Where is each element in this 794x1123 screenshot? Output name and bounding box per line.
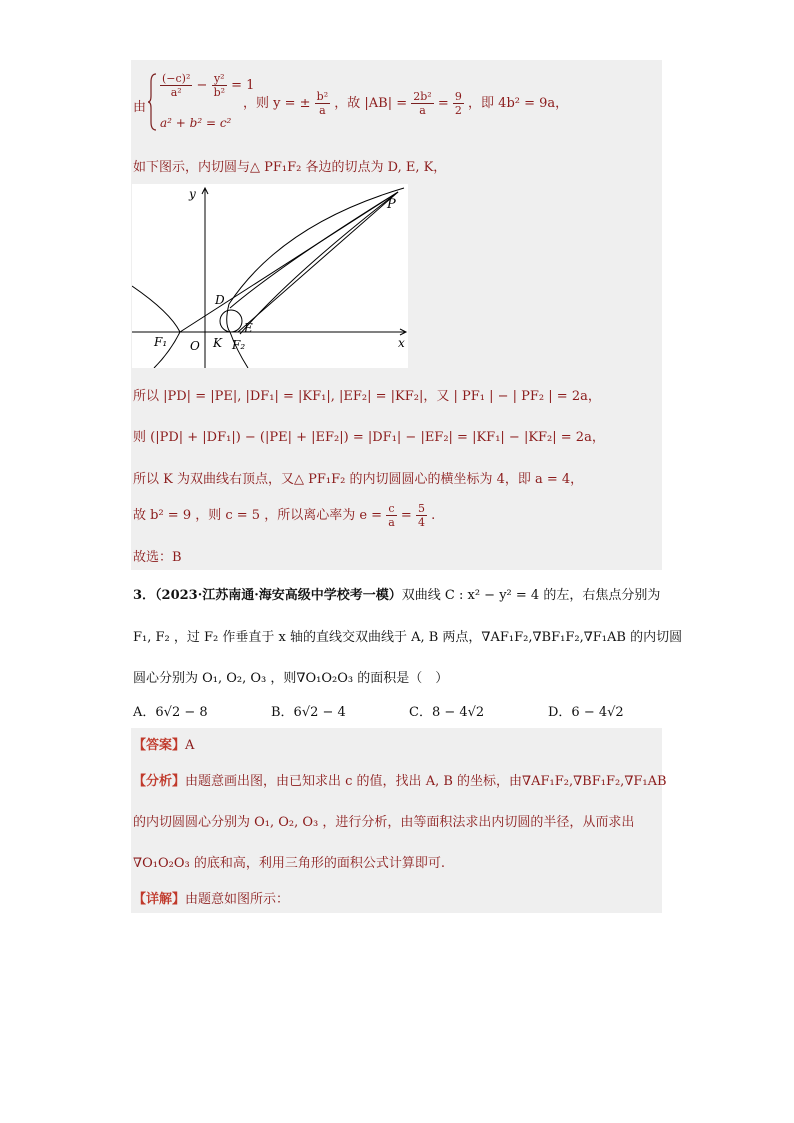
choice-d: D．6 − 4√2	[548, 705, 624, 720]
vertex-line: 所以 K 为双曲线右顶点，又△ PF₁F₂ 的内切圆圆心的横坐标为 4，即 a = 4，	[133, 472, 584, 487]
eq1-numerator: (−c)²	[162, 72, 191, 85]
detail-tag: 【详解】	[133, 892, 186, 907]
q3-line-2: F₁, F₂ ，过 F₂ 作垂直于 x 轴的直线交双曲线于 A, B 两点，∇AF₁F₂,∇BF₁F₂,∇F₁AB 的内切圆	[133, 630, 683, 645]
ecc-frac2-den: 4	[417, 516, 425, 529]
eq2: a² + b² = c²	[160, 116, 232, 130]
label-F1: F₁	[154, 335, 168, 349]
tail-4: ，即 4b² = 9a，	[468, 96, 569, 111]
frac2-num: 2b²	[413, 90, 432, 103]
tangent-length-line: 所以 |PD| = |PE|, |DF₁| = |KF₁|, |EF₂| = |KF₂|，又 | PF₁ | − | PF₂ | = 2a，	[133, 389, 601, 404]
label-K: K	[213, 336, 222, 350]
choice-b: B．6√2 − 4	[271, 705, 346, 720]
frac3-den: 2	[454, 104, 462, 117]
analysis-line-1	[133, 770, 667, 789]
q3-line-3: 圆心分别为 O₁, O₂, O₃ ，则∇O₁O₂O₃ 的面积是（ ）	[133, 671, 449, 686]
ecc-frac2-num: 5	[417, 502, 425, 515]
q3-number: 3．	[133, 588, 156, 603]
answer-tag: 【答案】	[133, 738, 186, 753]
tail-3: =	[437, 96, 449, 111]
eq-tail	[243, 90, 568, 117]
hyperbola-figure	[132, 184, 408, 368]
choice-c: C．8 − 4√2	[409, 705, 485, 720]
label-P: P	[387, 197, 396, 212]
frac3-num: 9	[454, 90, 462, 103]
q3-source: （2023·江苏南通·海安高级中学校考一模）	[155, 588, 402, 603]
label-y: y	[189, 187, 196, 201]
eq1-rhs: = 1	[231, 78, 255, 93]
detail-line	[133, 888, 289, 907]
eq1-numerator-2: y²	[212, 72, 227, 86]
ecc-frac1-num: c	[386, 502, 397, 516]
ecc-prefix: 故 b² = 9 ，则 c = 5 ，所以离心率为 e =	[133, 508, 383, 523]
label-D: D	[215, 293, 225, 307]
label-x: x	[398, 336, 405, 350]
analysis-line-2: 的内切圆圆心分别为 O₁, O₂, O₃ ，进行分析，由等面积法求出内切圆的半径，从而求出	[133, 815, 635, 830]
detail-text: 由题意如图所示：	[185, 892, 290, 907]
frac-num: b²	[316, 90, 329, 103]
tail-1: ，则 y = ±	[243, 96, 311, 111]
analysis-line-3: ∇O₁O₂O₃ 的底和高，利用三角形的面积公式计算即可.	[133, 856, 445, 871]
choice-a: A．6√2 − 8	[133, 705, 208, 720]
choose-answer-line: 故选：B	[133, 550, 182, 565]
tail-2: ，故 |AB| =	[334, 96, 408, 111]
label-E: E	[244, 321, 253, 335]
brace-icon	[148, 72, 158, 132]
incircle-line: 如下图示，内切圆与△ PF₁F₂ 各边的切点为 D, E, K，	[133, 160, 447, 175]
ecc-frac1-den: a	[388, 516, 395, 529]
system-prefix: 由	[133, 100, 147, 115]
q3-stem: 双曲线 C : x² − y² = 4 的左，右焦点分别为	[401, 588, 661, 603]
frac-den: a	[319, 104, 326, 117]
difference-line: 则 (|PD| + |DF₁|) − (|PE| + |EF₂|) = |DF₁| − |EF₂| = |KF₁| − |KF₂| = 2a，	[133, 430, 605, 445]
analysis-text-1: 由题意画出图，由已知求出 c 的值，找出 A, B 的坐标，由∇AF₁F₂,∇BF₁F₂,∇F₁AB	[185, 774, 667, 789]
eccentricity-line	[133, 502, 435, 529]
eq1-denominator-2: b²	[213, 86, 226, 99]
label-O: O	[190, 339, 200, 353]
analysis-tag: 【分析】	[133, 774, 186, 789]
ecc-equals: =	[400, 508, 412, 523]
eq1-denominator: a²	[170, 86, 182, 99]
answer-value: A	[185, 738, 195, 753]
answer-line	[133, 734, 194, 753]
eq1	[160, 72, 254, 99]
eq1-minus: −	[196, 78, 208, 93]
frac2-den: a	[419, 104, 426, 117]
ecc-end: .	[431, 508, 436, 523]
q3-line-1	[133, 584, 660, 603]
label-F2: F₂	[232, 338, 246, 352]
